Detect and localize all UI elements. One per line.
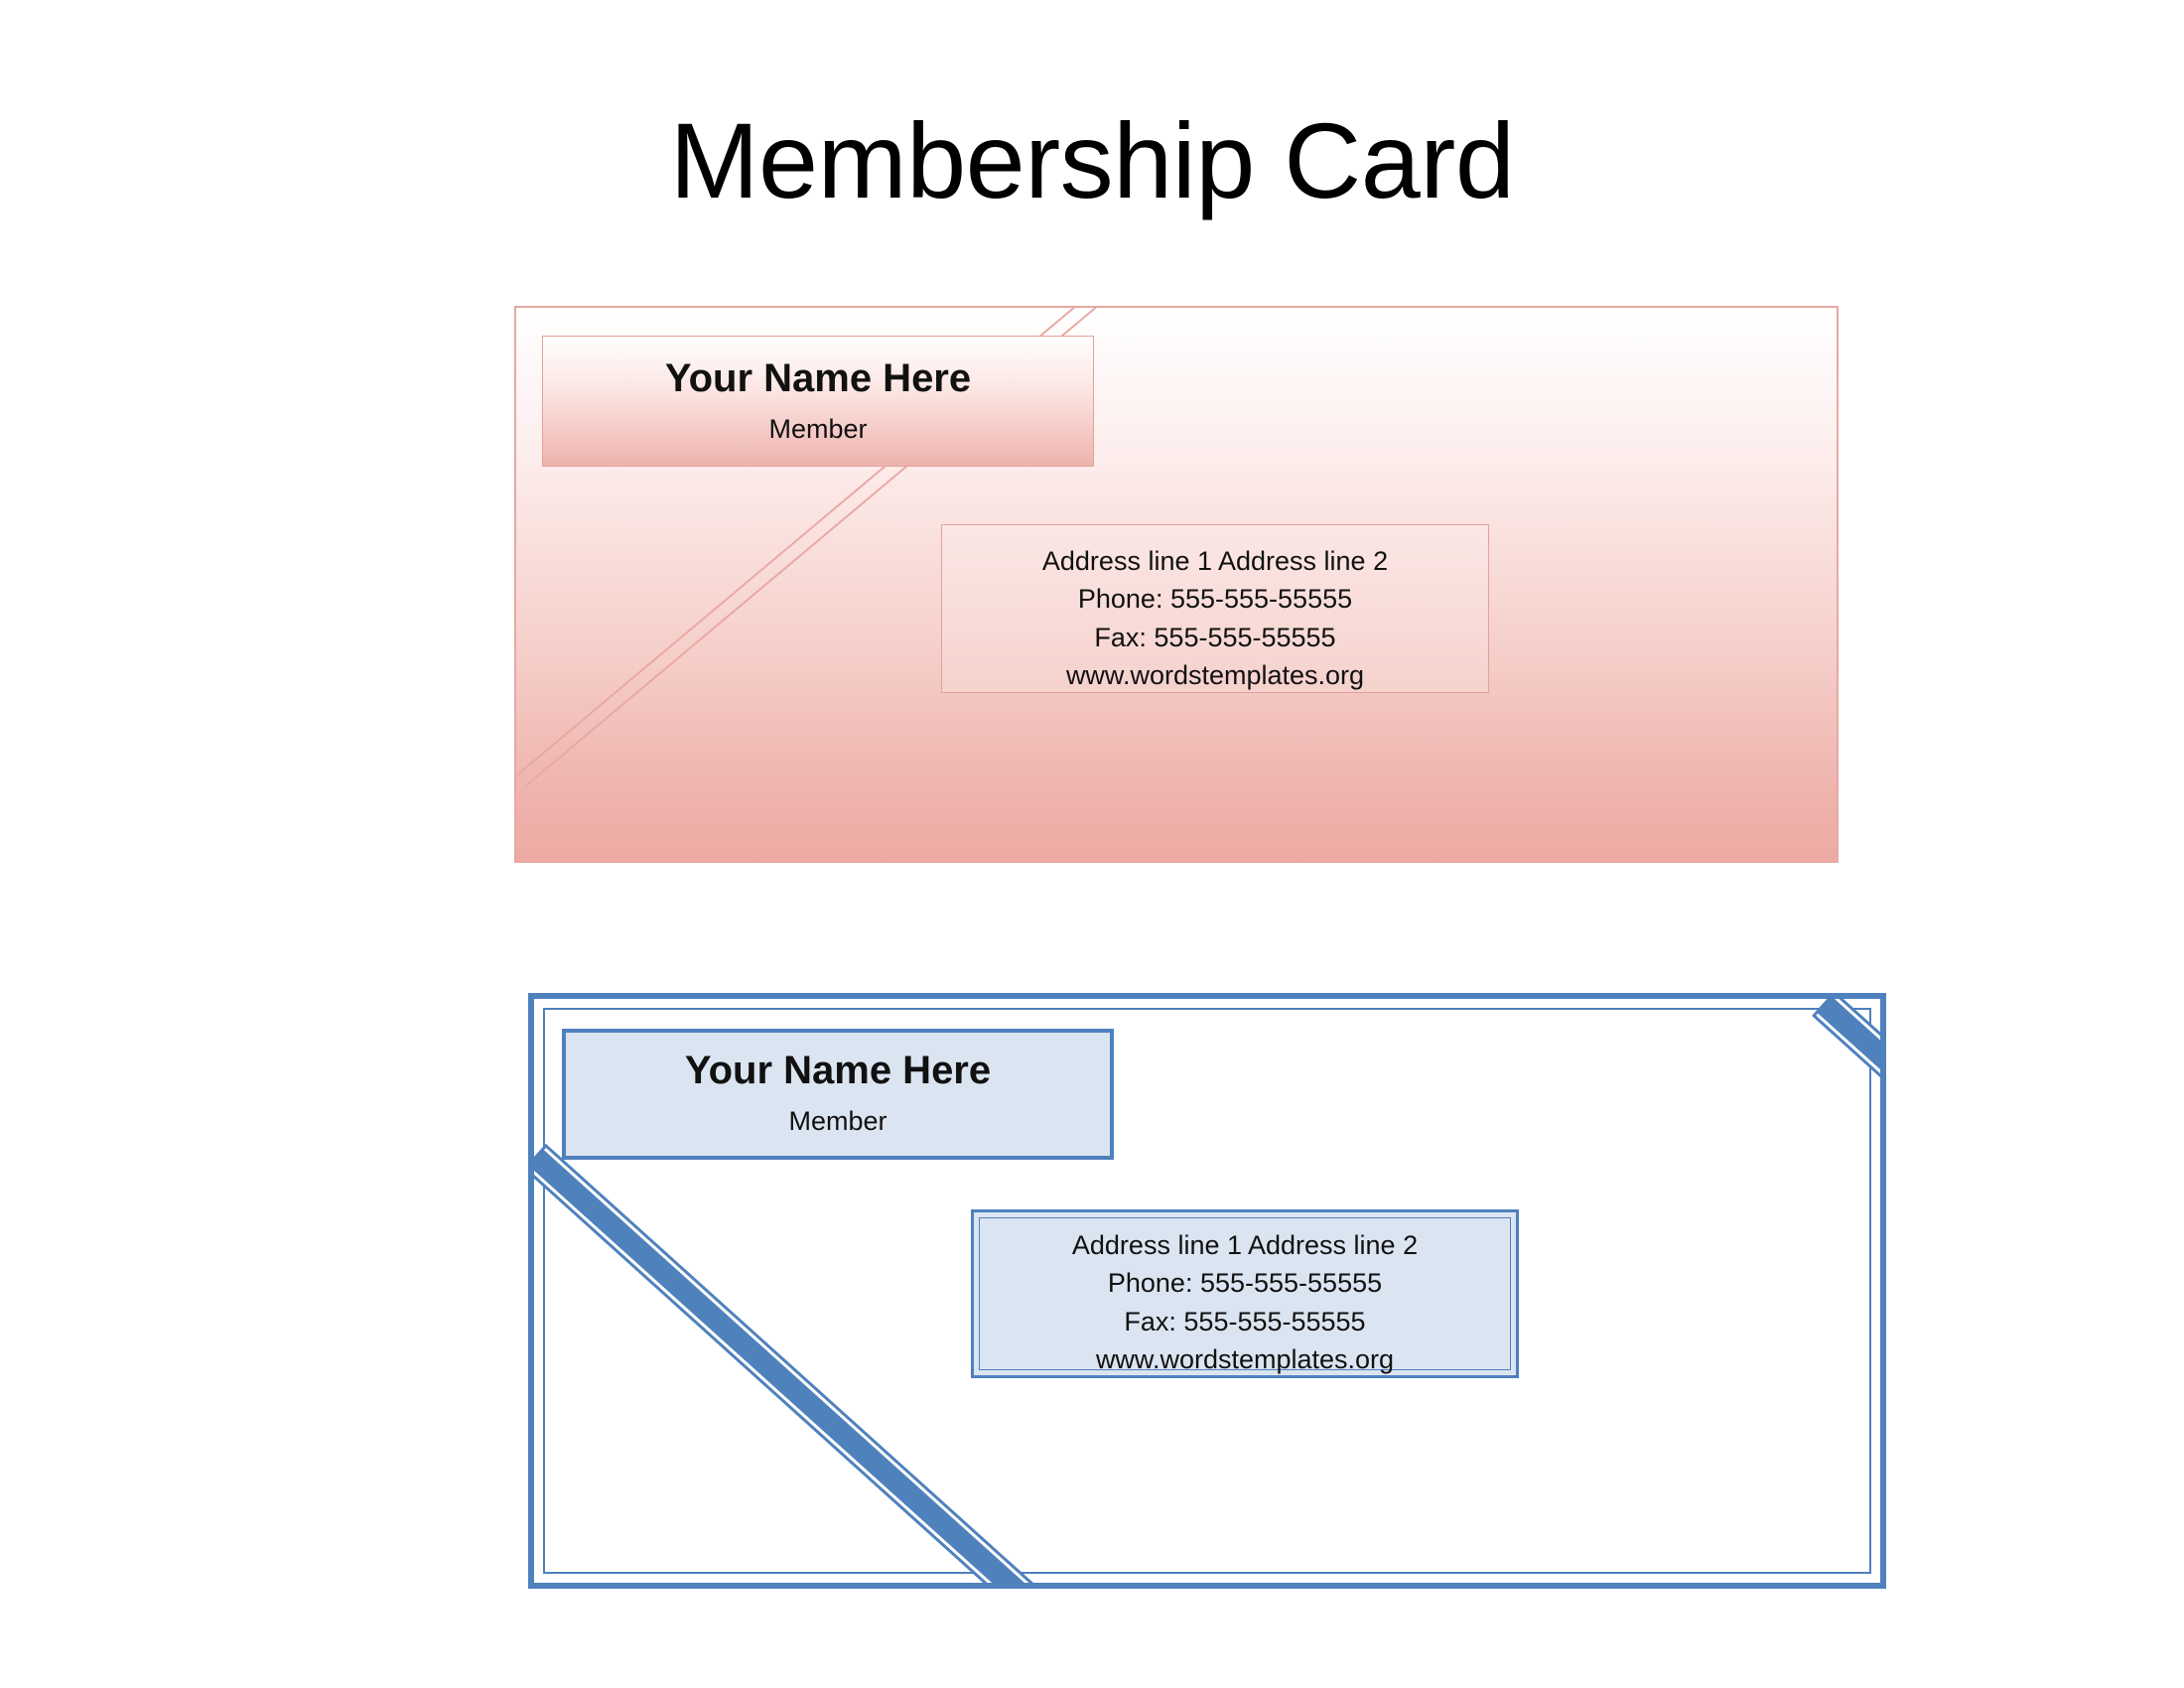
address-line: Address line 1 Address line 2 (1041, 546, 1389, 576)
name-box (562, 1029, 1114, 1160)
card-holder-role: Member (788, 1106, 887, 1136)
website-line: www.wordstemplates.org (1095, 1343, 1395, 1374)
membership-card-blue (528, 993, 1886, 1589)
address-box (971, 1209, 1519, 1378)
fax-line: Fax: 555-555-55555 (1094, 622, 1336, 652)
card-holder-name: Your Name Here (684, 1049, 992, 1092)
card-holder-name: Your Name Here (664, 356, 972, 400)
membership-card-red (514, 306, 1839, 863)
phone-line: Phone: 555-555-55555 (1077, 584, 1353, 615)
name-box (542, 336, 1094, 467)
address-line: Address line 1 Address line 2 (1071, 1230, 1419, 1260)
card-holder-role: Member (768, 414, 868, 444)
page-title: Membership Card (669, 100, 1515, 220)
website-line: www.wordstemplates.org (1065, 659, 1365, 690)
address-box (941, 524, 1489, 693)
fax-line: Fax: 555-555-55555 (1124, 1306, 1366, 1336)
phone-line: Phone: 555-555-55555 (1107, 1268, 1383, 1299)
